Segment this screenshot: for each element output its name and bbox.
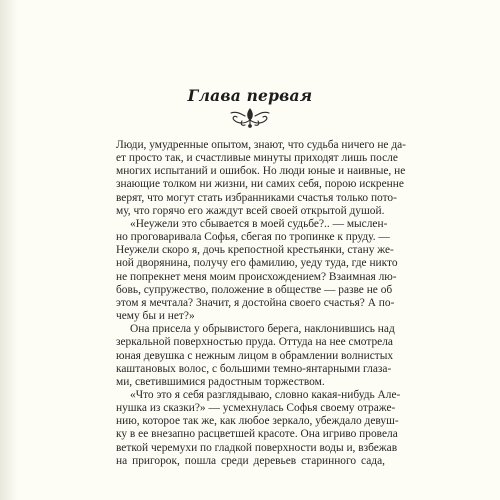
text-line: бовь, супружество, положение в обществе — разве не об [116,283,393,296]
text-line: зеркальной поверхностью пруда. Оттуда на нее смотрела [116,336,393,349]
text-line: юная девушка с нежным лицом в обрамлении волнистых [116,349,394,362]
text-line: ку в ее внезапно расцветшей красоте. Она игриво провела [116,428,398,441]
paragraph [116,139,406,218]
text-line: му, что горячо его жаждут всей своей открытой душой. [116,204,385,217]
text-line: «Неужели это сбывается в моей судьбе?.. — мыслен- [130,217,388,230]
text-line: не попрекнет меня моим происхождением? Взаимная лю- [116,270,397,283]
text-line: ми, светившимися радостным торжеством. [116,375,325,388]
text-line: ной дворянина, получу его фамилию, уеду туда, где никто [116,257,398,270]
chapter-title: Глава первая [187,86,313,105]
paragraph [116,388,401,468]
text-line: многих испытаний и ошибок. Но люди юные и наивные, не [116,165,406,178]
paragraph [116,323,395,389]
text-line: чему бы и нет?» [116,310,195,323]
chapter-body-text [116,139,406,468]
text-line: нушка из сказки?» — усмехнулась Софья своему отраже- [116,402,396,415]
paragraph [116,217,398,323]
text-line: Неужели скоро я, дочь крепостной крестьянки, стану же- [116,244,394,257]
text-line: «Что это я себя разглядываю, словно какая-нибудь Але- [130,388,401,401]
text-line: на пригорок, пошла среди деревьев старинного сада, [116,454,385,467]
text-line: но проговаривала Софья, сбегая по тропинке к пруду. — [116,231,390,244]
text-line: каштановых волос, с большими темно-янтарными глаза- [116,362,392,375]
text-line: веткой черемухи по гладкой поверхности воды и, взбежав [116,441,398,454]
floral-ornament-icon [227,106,273,128]
text-line: Она присела у обрывистого берега, наклонившись над [130,323,395,336]
text-line: нию, которое так же, как любое зеркало, убеждало девуш- [116,415,399,428]
text-line: знающие толком ни жизни, ни самих себя, порою искренне [116,178,404,191]
text-line: ет просто так, и счастливые минуты приходят лишь после [116,152,398,165]
text-line: этом я мечтала? Значит, я достойна своего счастья? А по- [116,296,395,309]
text-line: Люди, умудренные опытом, знают, что судьба ничего не да- [116,139,406,151]
page-binding-shadow [0,0,18,500]
text-line: верят, что могут стать избранниками счастья только пото- [116,191,397,204]
